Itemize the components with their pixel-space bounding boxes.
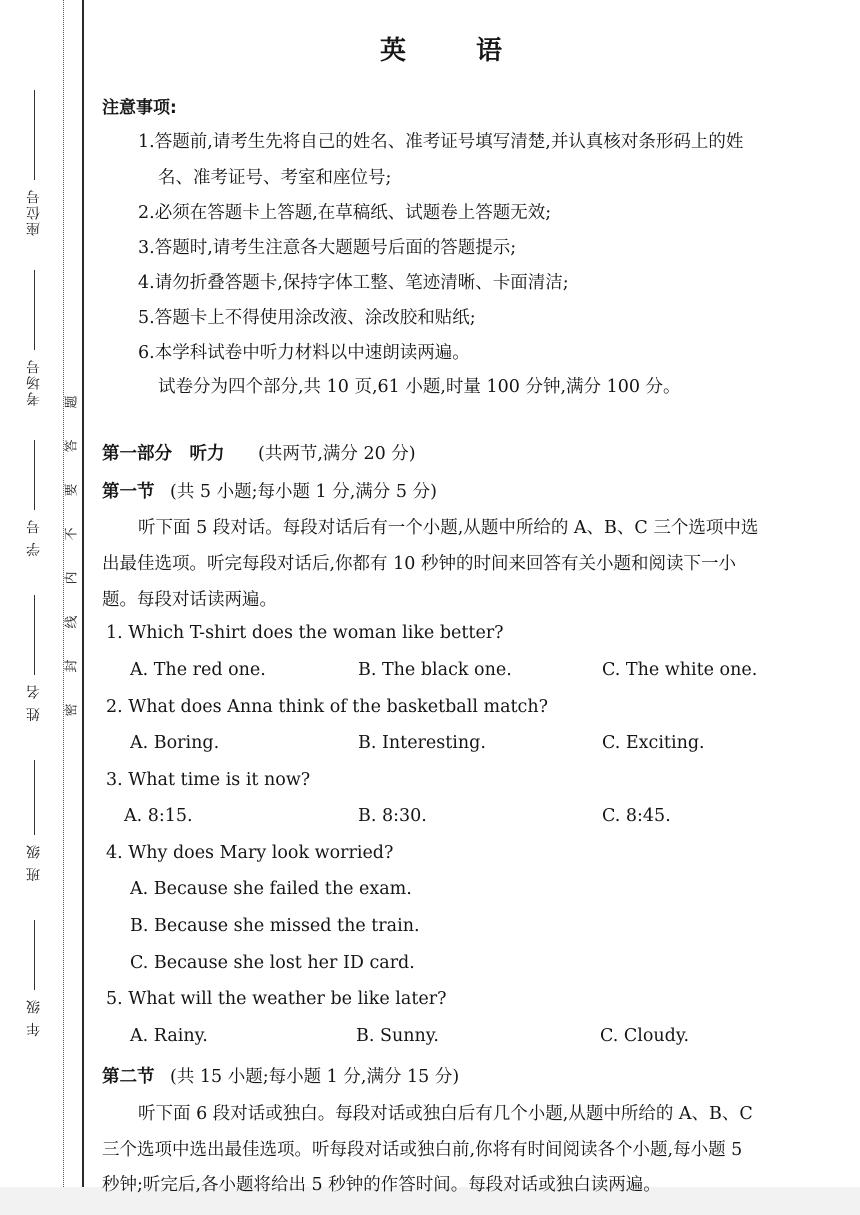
q3-option-b: B. 8:30. (358, 806, 427, 826)
q3-option-c: C. 8:45. (602, 806, 671, 826)
exam-room-field (22, 270, 46, 406)
q1-option-b: B. The black one. (358, 660, 512, 680)
q5-option-c: C. Cloudy. (600, 1026, 690, 1046)
seal-char: 线 (64, 615, 80, 629)
seat-number-blank (34, 90, 35, 180)
notice-item-5: 5.答题卡上不得使用涂改液、涂改胶和贴纸; (138, 308, 476, 328)
q1-option-c: C. The white one. (602, 660, 758, 680)
q5-option-a: A. Rainy. (130, 1026, 208, 1046)
grade-field (22, 920, 46, 1036)
seal-char: 不 (64, 527, 80, 541)
student-id-blank (34, 440, 35, 510)
grade-label: 年 级 (26, 998, 42, 1037)
question-5: 5. What will the weather be like later? (106, 989, 447, 1009)
section2-heading: 第二节 (102, 1067, 155, 1087)
q1-option-a: A. The red one. (130, 660, 266, 680)
student-id-label: 学 号 (26, 518, 42, 557)
notice-heading: 注意事项: (102, 98, 177, 118)
seal-char: 要 (64, 483, 80, 497)
class-field (22, 760, 46, 881)
question-3: 3. What time is it now? (106, 770, 311, 790)
notice-item-1: 1.答题前,请考生先将自己的姓名、准考证号填写清楚,并认真核对条形码上的姓 (138, 132, 744, 152)
section1-instruction-line: 题。每段对话读两遍。 (102, 590, 277, 610)
part1-heading: 第一部分 听力 (102, 444, 225, 464)
page-title: 英 语 (380, 36, 525, 66)
seal-char: 答 (64, 439, 80, 453)
q2-option-a: A. Boring. (130, 733, 220, 753)
student-id-field (22, 440, 46, 556)
q2-option-c: C. Exciting. (602, 733, 705, 753)
class-blank (34, 760, 35, 835)
notice-item-4: 4.请勿折叠答题卡,保持字体工整、笔迹清晰、卡面清洁; (138, 273, 569, 293)
seal-char: 题 (64, 395, 80, 409)
section2-note: (共 15 小题;每小题 1 分,满分 15 分) (170, 1067, 460, 1087)
section2-instruction-line: 秒钟;听完后,各小题将给出 5 秒钟的作答时间。每段对话或独白读两遍。 (102, 1175, 661, 1195)
question-1: 1. Which T-shirt does the woman like better? (106, 623, 504, 643)
class-label: 班 级 (26, 843, 42, 882)
section1-heading: 第一节 (102, 482, 155, 502)
name-blank (34, 595, 35, 675)
q5-option-b: B. Sunny. (356, 1026, 439, 1046)
notice-item-2: 2.必须在答题卡上答题,在草稿纸、试题卷上答题无效; (138, 203, 552, 223)
notice-item-6: 6.本学科试卷中听力材料以中速朗读两遍。 (138, 343, 470, 363)
notice-item-3: 3.答题时,请考生注意各大题题号后面的答题提示; (138, 238, 517, 258)
seal-char: 内 (64, 571, 80, 585)
part1-heading-note: (共两节,满分 20 分) (258, 444, 416, 464)
section1-instruction-line: 听下面 5 段对话。每段对话后有一个小题,从题中所给的 A、B、C 三个选项中选 (138, 518, 759, 538)
exam-room-blank (34, 270, 35, 350)
seat-number-label: 座位号 (26, 188, 42, 236)
q4-option-b: B. Because she missed the train. (130, 916, 420, 936)
section2-instruction-line: 听下面 6 段对话或独白。每段对话或独白后有几个小题,从题中所给的 A、B、C (138, 1104, 753, 1124)
notice-summary: 试卷分为四个部分,共 10 页,61 小题,时量 100 分钟,满分 100 分。 (158, 377, 681, 397)
q2-option-b: B. Interesting. (358, 733, 486, 753)
seal-notice-column (62, 380, 84, 732)
notice-item-1-cont: 名、准考证号、考室和座位号; (158, 168, 392, 188)
name-label: 姓 名 (26, 683, 42, 722)
exam-room-label: 考场号 (26, 358, 42, 406)
section1-note: (共 5 小题;每小题 1 分,满分 5 分) (170, 482, 437, 502)
question-2: 2. What does Anna think of the basketball match? (106, 697, 549, 717)
q4-option-c: C. Because she lost her ID card. (130, 953, 415, 973)
name-field (22, 595, 46, 721)
q4-option-a: A. Because she failed the exam. (130, 879, 412, 899)
section1-instruction-line: 出最佳选项。听完每段对话后,你都有 10 秒钟的时间来回答有关小题和阅读下一小 (102, 554, 736, 574)
seal-char: 封 (64, 659, 80, 673)
seat-number-field (22, 90, 46, 236)
section2-instruction-line: 三个选项中选出最佳选项。听每段对话或独白前,你将有时间阅读各个小题,每小题 5 (102, 1140, 743, 1160)
question-4: 4. Why does Mary look worried? (106, 843, 394, 863)
grade-blank (34, 920, 35, 990)
q3-option-a: A. 8:15. (124, 806, 193, 826)
seal-char: 密 (64, 703, 80, 717)
